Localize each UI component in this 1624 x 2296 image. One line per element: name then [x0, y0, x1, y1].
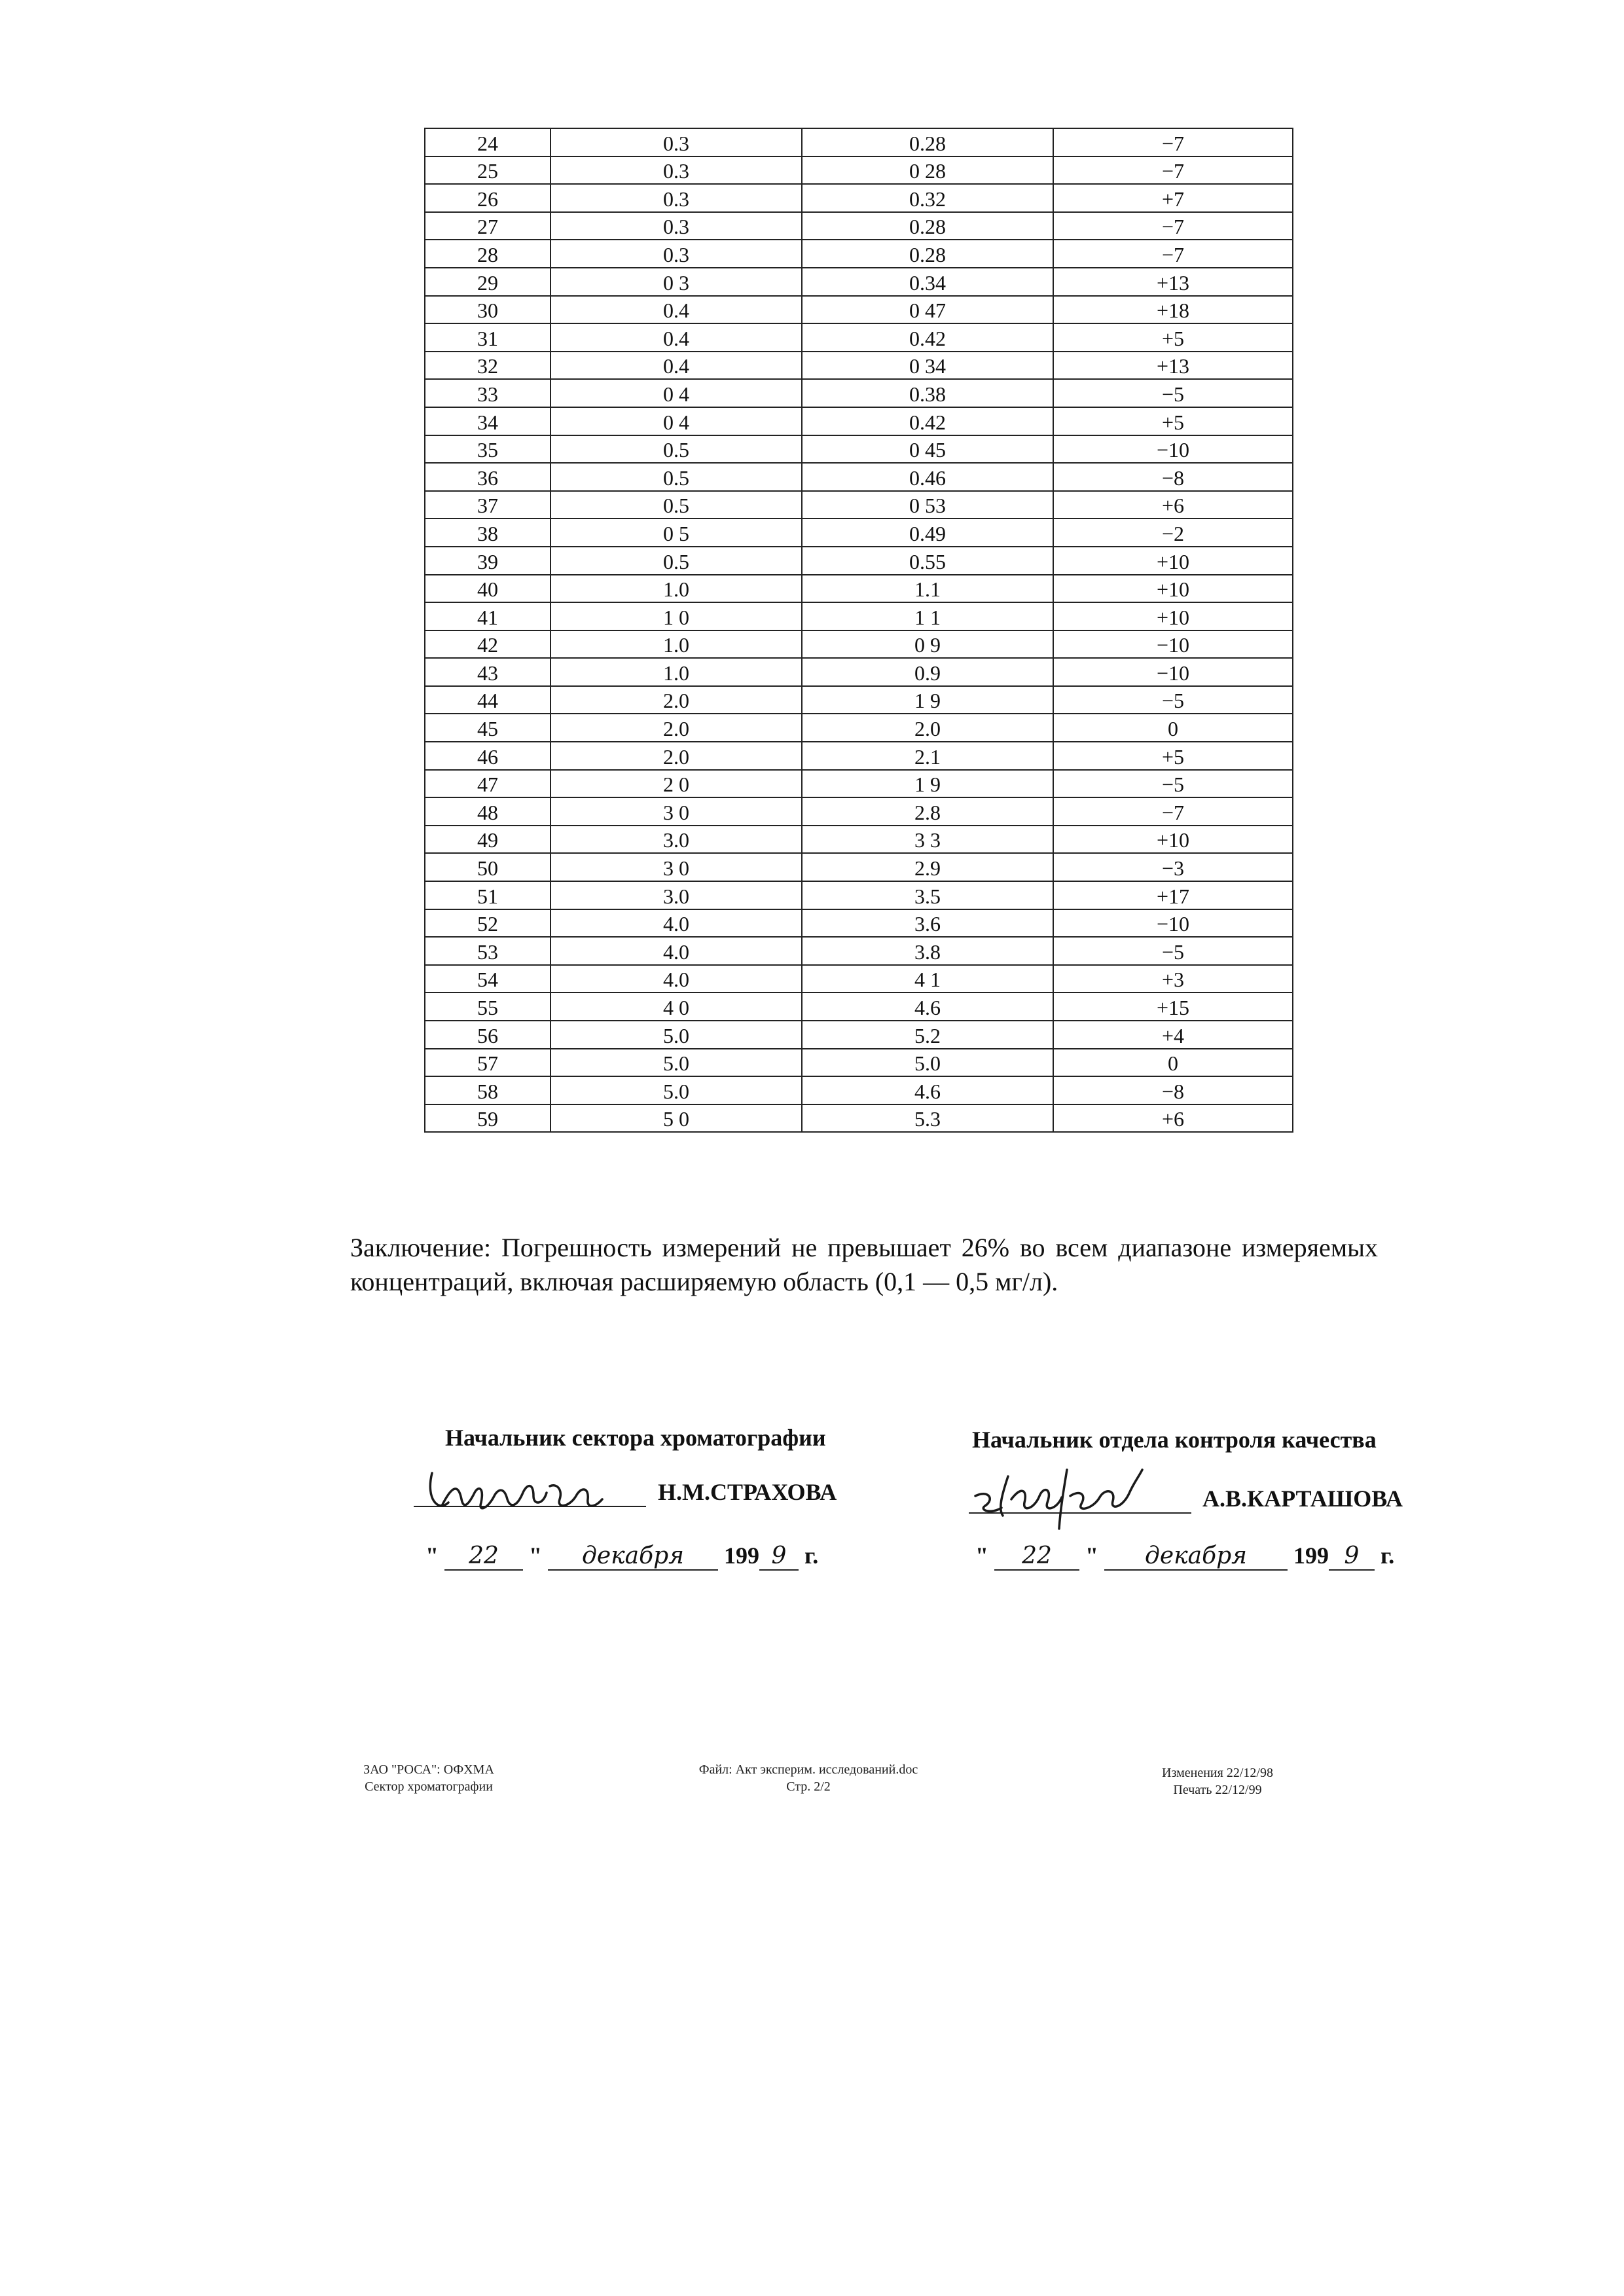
measured-value-cell: 0.28 [802, 240, 1053, 268]
measured-value-cell: 0.55 [802, 547, 1053, 575]
measured-value-cell: 3 3 [802, 826, 1053, 854]
set-value-cell: 0.3 [550, 156, 802, 185]
measured-value-cell: 0.42 [802, 407, 1053, 435]
right-date-row [975, 1542, 1394, 1571]
set-value-cell: 0.5 [550, 491, 802, 519]
right-signer-title: Начальник отдела контроля качества [972, 1427, 1377, 1453]
footer-org [334, 1761, 524, 1795]
row-number-cell: 40 [425, 575, 550, 603]
row-number-cell: 47 [425, 770, 550, 798]
set-value-cell: 0 3 [550, 268, 802, 296]
measured-value-cell: 0.38 [802, 379, 1053, 407]
table-row [425, 770, 1293, 798]
set-value-cell: 0.4 [550, 296, 802, 324]
table-row [425, 686, 1293, 714]
deviation-cell: +5 [1053, 742, 1293, 770]
row-number-cell: 42 [425, 630, 550, 659]
measured-value-cell: 0.28 [802, 212, 1053, 240]
row-number-cell: 50 [425, 853, 550, 881]
right-date-year-prefix: 199 [1293, 1542, 1329, 1569]
row-number-cell: 41 [425, 602, 550, 630]
conclusion-text: Заключение: Погрешность измерений не превышает 26% во всем диапазоне измеряемых концентраций, включая расширяемую область (0,1 — 0,5 мг/л). [350, 1233, 1378, 1296]
left-date-year-prefix: 199 [724, 1542, 759, 1569]
deviation-cell: −5 [1053, 379, 1293, 407]
table-row [425, 1076, 1293, 1104]
measured-value-cell: 0 28 [802, 156, 1053, 185]
deviation-cell: 0 [1053, 1049, 1293, 1077]
row-number-cell: 46 [425, 742, 550, 770]
left-date-close-quote: " [529, 1542, 542, 1569]
footer-file-name: Файл: Акт эксперим. исследований.doc [698, 1762, 918, 1777]
row-number-cell: 49 [425, 826, 550, 854]
row-number-cell: 48 [425, 797, 550, 826]
measured-value-cell: 0.9 [802, 658, 1053, 686]
deviation-cell: −10 [1053, 909, 1293, 938]
right-date-day: 22 [994, 1542, 1079, 1571]
measured-value-cell: 0.32 [802, 184, 1053, 212]
table-row [425, 797, 1293, 826]
table-row [425, 909, 1293, 938]
deviation-cell: +13 [1053, 268, 1293, 296]
measured-value-cell: 5.3 [802, 1104, 1053, 1133]
left-signer-name: Н.М.СТРАХОВА [658, 1479, 837, 1505]
left-signer-title: Начальник сектора хроматографии [445, 1425, 826, 1451]
set-value-cell: 5.0 [550, 1049, 802, 1077]
row-number-cell: 24 [425, 128, 550, 156]
measured-value-cell: 0 53 [802, 491, 1053, 519]
right-date-month: декабря [1104, 1542, 1288, 1571]
row-number-cell: 53 [425, 937, 550, 965]
set-value-cell: 2.0 [550, 686, 802, 714]
table-row [425, 826, 1293, 854]
row-number-cell: 56 [425, 1021, 550, 1049]
set-value-cell: 5.0 [550, 1021, 802, 1049]
measured-value-cell: 0.34 [802, 268, 1053, 296]
row-number-cell: 35 [425, 435, 550, 464]
row-number-cell: 30 [425, 296, 550, 324]
row-number-cell: 43 [425, 658, 550, 686]
footer-changes-date: Изменения 22/12/98 [1162, 1766, 1273, 1780]
set-value-cell: 3 0 [550, 853, 802, 881]
measured-value-cell: 2.0 [802, 714, 1053, 742]
table-row [425, 128, 1293, 156]
left-handwritten-signature [412, 1447, 648, 1525]
row-number-cell: 32 [425, 352, 550, 380]
table-row [425, 881, 1293, 909]
measured-value-cell: 0 47 [802, 296, 1053, 324]
table-row [425, 853, 1293, 881]
footer-print-date: Печать 22/12/99 [1173, 1783, 1262, 1797]
set-value-cell: 0.5 [550, 463, 802, 491]
set-value-cell: 0.3 [550, 240, 802, 268]
deviation-cell: +6 [1053, 1104, 1293, 1133]
table-row [425, 268, 1293, 296]
measured-value-cell: 1.1 [802, 575, 1053, 603]
measured-value-cell: 0.46 [802, 463, 1053, 491]
set-value-cell: 1 0 [550, 602, 802, 630]
row-number-cell: 51 [425, 881, 550, 909]
set-value-cell: 0.4 [550, 352, 802, 380]
table-row [425, 742, 1293, 770]
set-value-cell: 1.0 [550, 575, 802, 603]
set-value-cell: 1.0 [550, 658, 802, 686]
row-number-cell: 57 [425, 1049, 550, 1077]
row-number-cell: 31 [425, 323, 550, 352]
deviation-cell: +15 [1053, 993, 1293, 1021]
set-value-cell: 0.3 [550, 212, 802, 240]
measured-value-cell: 2.8 [802, 797, 1053, 826]
deviation-cell: −7 [1053, 797, 1293, 826]
measured-value-cell: 3.6 [802, 909, 1053, 938]
deviation-cell: +10 [1053, 826, 1293, 854]
table-row [425, 1049, 1293, 1077]
footer-org-name: ЗАО "РОСА": ОФХМА [363, 1762, 494, 1777]
table-row [425, 658, 1293, 686]
table-row [425, 296, 1293, 324]
set-value-cell: 4.0 [550, 909, 802, 938]
deviation-cell: +4 [1053, 1021, 1293, 1049]
row-number-cell: 28 [425, 240, 550, 268]
measured-value-cell: 0.28 [802, 128, 1053, 156]
table-row [425, 156, 1293, 185]
deviation-cell: −7 [1053, 128, 1293, 156]
deviation-cell: −5 [1053, 937, 1293, 965]
measured-value-cell: 4.6 [802, 993, 1053, 1021]
left-date-month: декабря [548, 1542, 718, 1571]
measured-value-cell: 5.0 [802, 1049, 1053, 1077]
measured-value-cell: 1 9 [802, 686, 1053, 714]
set-value-cell: 2 0 [550, 770, 802, 798]
results-table [424, 128, 1293, 1133]
measured-value-cell: 2.1 [802, 742, 1053, 770]
right-date-open-quote: " [975, 1542, 988, 1569]
deviation-cell: +7 [1053, 184, 1293, 212]
row-number-cell: 36 [425, 463, 550, 491]
left-date-row [425, 1542, 818, 1571]
set-value-cell: 4 0 [550, 993, 802, 1021]
right-date-year-suffix: г. [1380, 1542, 1395, 1569]
set-value-cell: 0.4 [550, 323, 802, 352]
measured-value-cell: 4 1 [802, 965, 1053, 993]
deviation-cell: +13 [1053, 352, 1293, 380]
measured-value-cell: 2.9 [802, 853, 1053, 881]
set-value-cell: 0 4 [550, 379, 802, 407]
measured-value-cell: 0 9 [802, 630, 1053, 659]
measured-value-cell: 5.2 [802, 1021, 1053, 1049]
set-value-cell: 0 4 [550, 407, 802, 435]
right-handwritten-signature [962, 1450, 1198, 1535]
set-value-cell: 4.0 [550, 965, 802, 993]
footer-dates [1139, 1764, 1296, 1798]
table-row [425, 602, 1293, 630]
deviation-cell: +5 [1053, 323, 1293, 352]
set-value-cell: 0.3 [550, 184, 802, 212]
measured-value-cell: 0 34 [802, 352, 1053, 380]
footer-page-number: Стр. 2/2 [786, 1779, 831, 1794]
deviation-cell: −10 [1053, 435, 1293, 464]
row-number-cell: 38 [425, 519, 550, 547]
set-value-cell: 4.0 [550, 937, 802, 965]
table-row [425, 937, 1293, 965]
set-value-cell: 0.3 [550, 128, 802, 156]
deviation-cell: +18 [1053, 296, 1293, 324]
row-number-cell: 58 [425, 1076, 550, 1104]
table-row [425, 1104, 1293, 1133]
row-number-cell: 52 [425, 909, 550, 938]
table-row [425, 407, 1293, 435]
set-value-cell: 0.5 [550, 547, 802, 575]
row-number-cell: 54 [425, 965, 550, 993]
row-number-cell: 37 [425, 491, 550, 519]
set-value-cell: 5 0 [550, 1104, 802, 1133]
deviation-cell: −10 [1053, 630, 1293, 659]
row-number-cell: 29 [425, 268, 550, 296]
left-date-day: 22 [444, 1542, 523, 1571]
deviation-cell: +10 [1053, 547, 1293, 575]
row-number-cell: 55 [425, 993, 550, 1021]
set-value-cell: 0.5 [550, 435, 802, 464]
set-value-cell: 3.0 [550, 826, 802, 854]
set-value-cell: 2.0 [550, 714, 802, 742]
deviation-cell: −7 [1053, 212, 1293, 240]
deviation-cell: −8 [1053, 1076, 1293, 1104]
table-row [425, 184, 1293, 212]
table-row [425, 714, 1293, 742]
table-row [425, 519, 1293, 547]
set-value-cell: 5.0 [550, 1076, 802, 1104]
footer-file [661, 1761, 956, 1795]
deviation-cell: +5 [1053, 407, 1293, 435]
row-number-cell: 34 [425, 407, 550, 435]
deviation-cell: +10 [1053, 602, 1293, 630]
deviation-cell: −5 [1053, 686, 1293, 714]
table-row [425, 352, 1293, 380]
set-value-cell: 1.0 [550, 630, 802, 659]
table-row [425, 435, 1293, 464]
table-row [425, 630, 1293, 659]
table-row [425, 993, 1293, 1021]
set-value-cell: 0 5 [550, 519, 802, 547]
table-row [425, 212, 1293, 240]
table-row [425, 463, 1293, 491]
set-value-cell: 2.0 [550, 742, 802, 770]
deviation-cell: −7 [1053, 240, 1293, 268]
row-number-cell: 45 [425, 714, 550, 742]
row-number-cell: 26 [425, 184, 550, 212]
table-row [425, 965, 1293, 993]
set-value-cell: 3 0 [550, 797, 802, 826]
footer-sector: Сектор хроматографии [365, 1779, 493, 1794]
left-date-year-digit: 9 [759, 1542, 799, 1571]
deviation-cell: +10 [1053, 575, 1293, 603]
measured-value-cell: 1 9 [802, 770, 1053, 798]
measured-value-cell: 4.6 [802, 1076, 1053, 1104]
right-signer-name: А.В.КАРТАШОВА [1202, 1485, 1403, 1512]
deviation-cell: −2 [1053, 519, 1293, 547]
deviation-cell: −10 [1053, 658, 1293, 686]
row-number-cell: 44 [425, 686, 550, 714]
right-date-close-quote: " [1085, 1542, 1098, 1569]
measured-value-cell: 1 1 [802, 602, 1053, 630]
right-date-year-digit: 9 [1329, 1542, 1375, 1571]
measured-value-cell: 3.5 [802, 881, 1053, 909]
table-row [425, 1021, 1293, 1049]
left-date-year-suffix: г. [804, 1542, 819, 1569]
deviation-cell: +6 [1053, 491, 1293, 519]
table-row [425, 547, 1293, 575]
deviation-cell: −5 [1053, 770, 1293, 798]
deviation-cell: −8 [1053, 463, 1293, 491]
table-row [425, 575, 1293, 603]
measured-value-cell: 0.49 [802, 519, 1053, 547]
table-row [425, 323, 1293, 352]
deviation-cell: +3 [1053, 965, 1293, 993]
table-row [425, 491, 1293, 519]
deviation-cell: +17 [1053, 881, 1293, 909]
row-number-cell: 33 [425, 379, 550, 407]
set-value-cell: 3.0 [550, 881, 802, 909]
row-number-cell: 59 [425, 1104, 550, 1133]
measured-value-cell: 0.42 [802, 323, 1053, 352]
deviation-cell: −7 [1053, 156, 1293, 185]
deviation-cell: 0 [1053, 714, 1293, 742]
left-date-open-quote: " [425, 1542, 439, 1569]
deviation-cell: −3 [1053, 853, 1293, 881]
row-number-cell: 27 [425, 212, 550, 240]
measured-value-cell: 0 45 [802, 435, 1053, 464]
row-number-cell: 39 [425, 547, 550, 575]
row-number-cell: 25 [425, 156, 550, 185]
measured-value-cell: 3.8 [802, 937, 1053, 965]
table-row [425, 240, 1293, 268]
table-row [425, 379, 1293, 407]
